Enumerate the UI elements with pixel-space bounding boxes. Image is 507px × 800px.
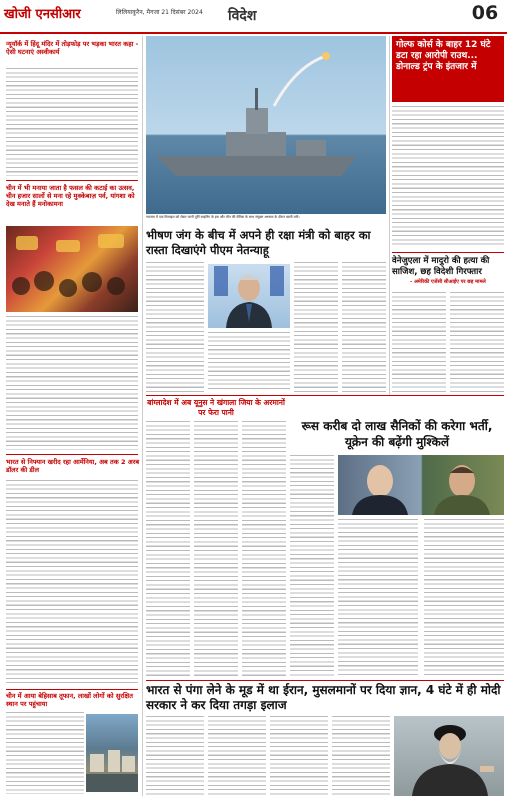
story9-body-col3 — [424, 519, 504, 677]
netanyahu-photo-art — [208, 264, 290, 328]
story8-body-col2 — [194, 421, 238, 676]
khamenei-photo-art — [394, 716, 504, 796]
story9-body-col2 — [338, 519, 418, 677]
khamenei-photo — [394, 716, 504, 796]
story4-headline: चीन में आया बेहिसाब तूफान, लाखों लोगों को सुरक्षित स्थान पर पहुंचाया — [6, 692, 133, 708]
story1-body — [6, 68, 138, 176]
divider — [146, 680, 504, 681]
putin-zelensky-photo-art — [338, 455, 504, 515]
story7-subhead: - अमेरिकी एजेंसी सीआईए पर छह मामले — [410, 279, 486, 285]
dateline: लिलियाकुरैन, मैगजा 21 दिसंबर 2024 — [116, 9, 203, 16]
story2-headline: चीन में भी मनाया जाता है फसल की कटाई का उत्सव, चीन हजार सालों से मना रहे मुक्केबाज़ पर्व, यांगशा को देख मनाते हैं मनोकामना — [6, 184, 135, 208]
storm-photo-art — [86, 714, 138, 792]
page-number: 06 — [466, 2, 504, 28]
section-title: विदेश — [228, 8, 257, 24]
story6-body-col1 — [146, 262, 204, 392]
warship-photo-caption: नाटसम में एक मिसाइल को लेकर जानी पूर्ति साइनिंग के इस और चीन की सैनिक के साथ संयुक्त अभ्यास के दौरान खानी वनी। — [146, 215, 300, 219]
divider — [392, 252, 504, 253]
story6-headline: भीषण जंग के बीच में अपने ही रक्षा मंत्री को बाहर का रास्ता दिखाएंगे पीएम नेतन्याहू — [146, 228, 371, 257]
story7-body-col1 — [392, 292, 446, 396]
story3-headline: भारत से निफ्यान खरीद रहा आर्मेनिया, अब तक 2 अरब डॉलर की डील — [6, 458, 140, 474]
putin-zelensky-photo — [338, 455, 504, 515]
story5-headline: गोल्फ कोर्स के बाहर 12 घंटे डटा रहा आरोपी राउथ... डोनाल्ड ट्रंप के इंतजार में — [396, 40, 491, 72]
story2-body — [6, 316, 138, 450]
story10-body-col1 — [146, 716, 204, 796]
column-rule — [142, 36, 143, 796]
story9-headline: रूस करीब दो लाख सैनिकों की करेगा भर्ती, यूक्रेन की बढ़ेंगी मुश्किलें — [301, 419, 493, 449]
divider — [146, 395, 504, 396]
storm-photo — [86, 714, 138, 792]
story1-headline: न्यूयॉर्क में हिंदू मंदिर में तोड़फोड़ पर भड़का भारत कहा - ऐसी घटनाएं अस्वीकार्य — [6, 40, 139, 56]
divider — [6, 454, 138, 455]
story7-headline: वेनेजुएला में मादुरो की हत्या की साजिश, छह विदेशी गिरफ्तार — [392, 256, 490, 277]
newspaper-logo: खोजी एनसीआर — [4, 7, 81, 22]
story8-headline: बांग्लादेश में अब यूनुस ने खंगाला जिया के अरमानों पर फेरा पानी — [147, 398, 285, 417]
story10-body-col3 — [270, 716, 328, 796]
divider — [6, 180, 138, 181]
festival-photo-art — [6, 226, 138, 312]
story3-body — [6, 480, 138, 686]
netanyahu-photo — [208, 264, 290, 328]
story10-body-col4 — [332, 716, 390, 796]
festival-crowd-photo — [6, 226, 138, 312]
story7-body-col2 — [450, 292, 504, 396]
column-rule — [389, 36, 390, 396]
story5-body — [392, 106, 504, 248]
story8-body-col3 — [242, 421, 286, 676]
story4-body — [6, 712, 84, 794]
story6-body-col2 — [208, 332, 290, 392]
story6-body-col3 — [294, 262, 338, 392]
story8-body-col1 — [146, 421, 190, 676]
warship-photo-art — [146, 36, 386, 214]
story6-body-col4 — [342, 262, 386, 392]
story10-headline: भारत से पंगा लेने के मूड में था ईरान, मुसलमानों पर दिया ज्ञान, 4 घंटे में ही मोदी सरकार ने कर दिया तगड़ा इलाज — [146, 683, 501, 712]
divider — [6, 689, 138, 690]
story10-body-col2 — [208, 716, 266, 796]
story9-body-col1 — [290, 455, 334, 677]
warship-photo — [146, 36, 386, 214]
